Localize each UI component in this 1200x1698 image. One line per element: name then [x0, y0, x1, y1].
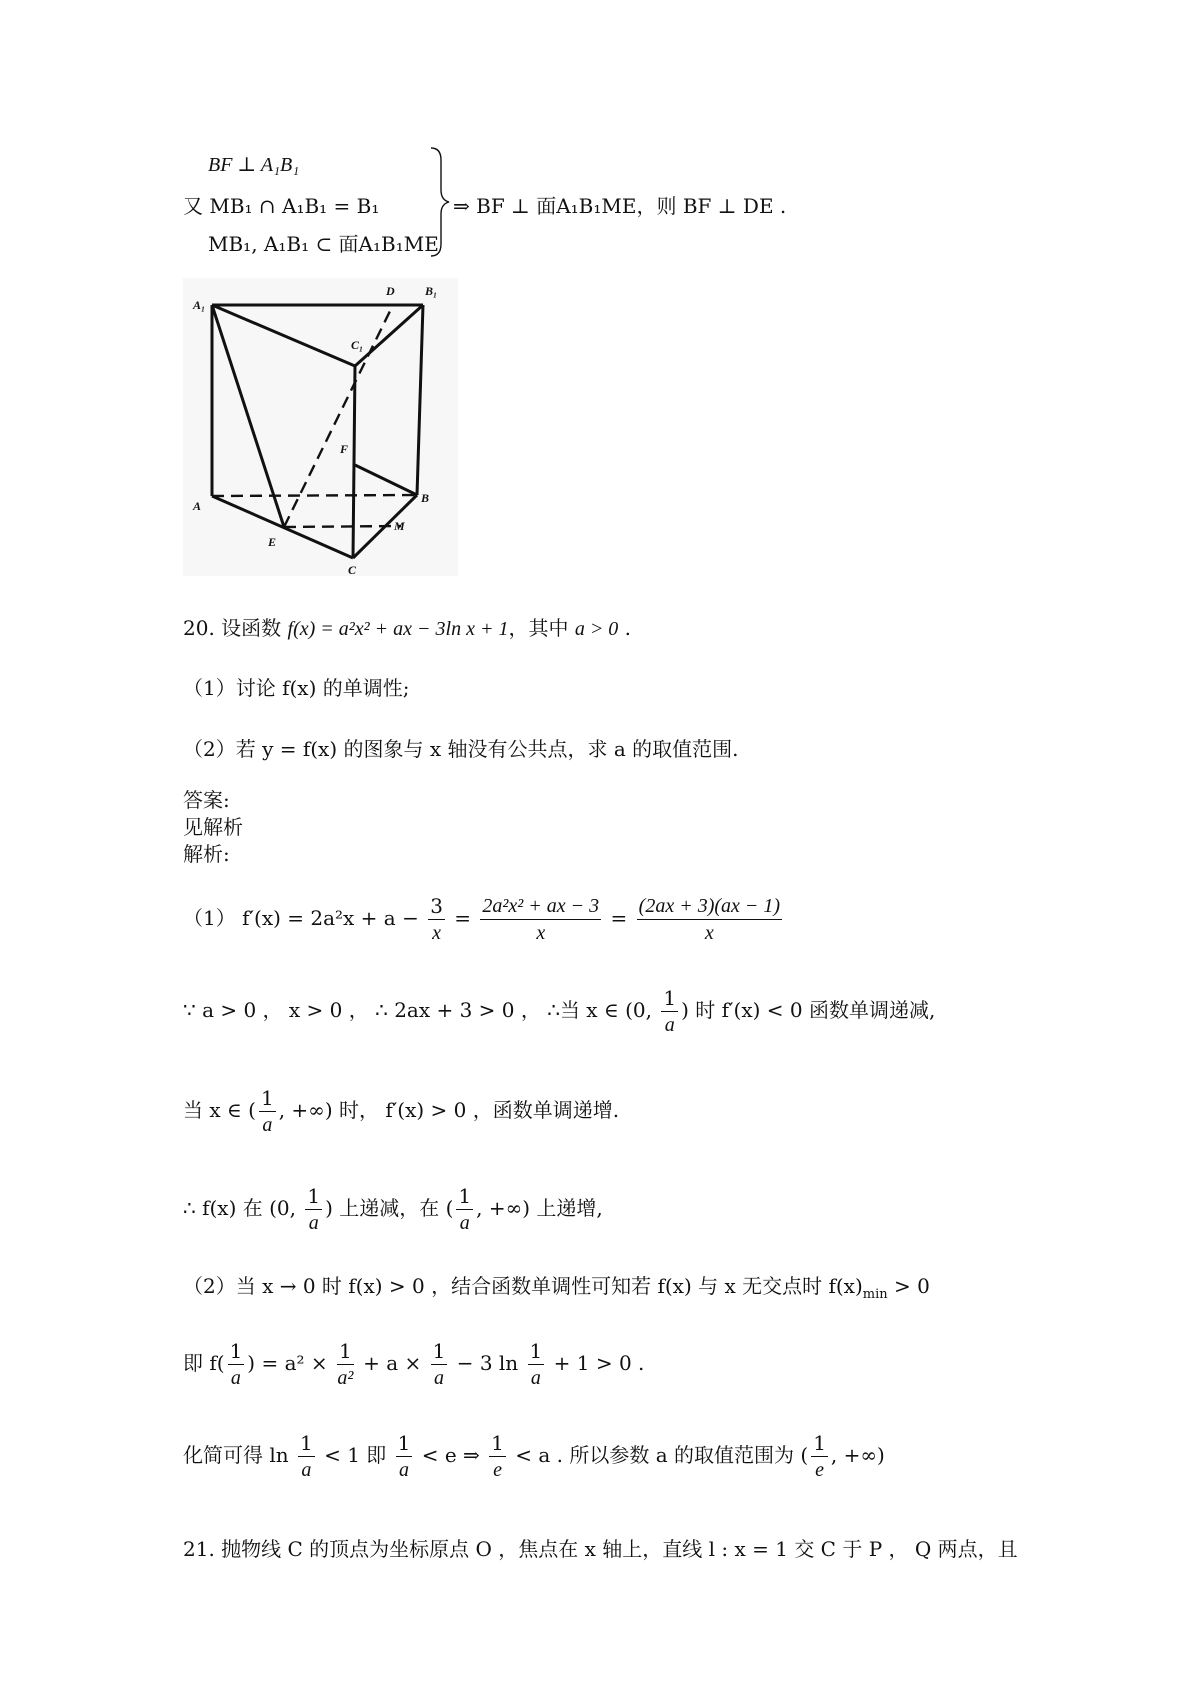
label-e: E	[268, 535, 277, 549]
q21-stem: 21. 抛物线 C 的顶点为坐标原点 O ，焦点在 x 轴上，直线 l : x = 1 交 C 于 P ， Q 两点，且	[183, 1537, 1018, 1561]
prism-diagram	[183, 278, 458, 576]
answer-value: 见解析	[183, 815, 243, 839]
q20-part-1: （1）讨论 f(x) 的单调性;	[183, 676, 410, 700]
frac-expanded: $\frac{\text{2a²x² + ax − 3}}{x}$	[482, 895, 600, 944]
sol4-end: , +∞) 上递增,	[476, 1196, 603, 1220]
prism-figure	[183, 278, 458, 576]
equals-1: =	[454, 906, 472, 930]
label-a: A	[193, 499, 202, 513]
sol7-b: < 1 即	[317, 1443, 393, 1467]
sol6-c: + a ×	[356, 1351, 428, 1375]
proof-row-3: MB₁, A₁B₁ ⊂ 面A₁B₁ME	[208, 232, 439, 256]
q20-part-2: （2）若 y = f(x) 的图象与 x 轴没有公共点，求 a 的取值范围.	[183, 737, 739, 761]
sol6-end: + 1 > 0 .	[547, 1351, 645, 1375]
frac-1-over-a: $\frac{1}{a}$	[260, 1086, 274, 1136]
frac-1-over-e: $\frac{1}{e}$	[491, 1431, 504, 1481]
frac-1-over-a: $\frac{1}{a}$	[529, 1339, 543, 1389]
sol-line-2	[183, 985, 935, 1038]
frac-factored: $\frac{(2ax + 3)(ax - 1)}{x}$	[638, 895, 781, 944]
label-f: F	[340, 442, 349, 456]
sol-line-4	[183, 1183, 603, 1236]
analysis-label: 解析:	[183, 842, 230, 866]
sol7-end: , +∞)	[830, 1443, 885, 1467]
q20-number: 20. 设函数	[183, 616, 288, 640]
sol4-mid: ) 上递减，在 (	[325, 1196, 454, 1220]
answer-label: 答案:	[183, 788, 230, 812]
sol4-start: ∴ f(x) 在 (0,	[183, 1196, 303, 1220]
sol5-text: （2）当 x → 0 时 f(x) > 0 ，结合函数单调性可知若 f(x) 与 x 无交点时 f(x)	[183, 1274, 863, 1298]
frac-1-over-a: $\frac{1}{a}$	[663, 986, 677, 1036]
sol7-d: < a . 所以参数 a 的取值范围为 (	[508, 1443, 809, 1467]
proof-row-2: 又 MB₁ ∩ A₁B₁ = B₁	[183, 194, 380, 218]
sol-line-5	[183, 1270, 930, 1302]
right-brace	[429, 146, 451, 258]
label-m: M	[394, 519, 405, 533]
frac-1-over-a: $\frac{1}{a}$	[432, 1339, 446, 1389]
sol6-start: 即 f(	[183, 1351, 225, 1375]
frac-3-over-x: $\frac{3}{x}$	[430, 894, 443, 944]
q20-condition: a > 0	[574, 618, 619, 640]
min-subscript: min	[862, 1287, 888, 1302]
q20-period: .	[618, 616, 632, 640]
sol6-b: ) = a² ×	[247, 1351, 334, 1375]
proof-conclusion: ⇒ BF ⊥ 面A₁B₁ME，则 BF ⊥ DE .	[453, 194, 787, 218]
sol-line-3	[183, 1085, 619, 1138]
sol7-start: 化简可得 ln	[183, 1443, 295, 1467]
sol5-end: > 0	[887, 1274, 930, 1298]
sol1-start: （1） f′(x) = 2a²x + a −	[183, 906, 426, 930]
label-a1: A₁	[193, 298, 206, 312]
label-c1: C₁	[351, 338, 364, 352]
frac-1-over-a: $\frac{1}{a}$	[307, 1184, 321, 1234]
q20-where: ，其中	[508, 616, 575, 640]
sol2-start: ∵ a > 0 ， x > 0 ， ∴ 2ax + 3 > 0 ， ∴当 x ∈ (0,	[183, 998, 659, 1022]
frac-1-over-a: $\frac{1}{a}$	[300, 1431, 313, 1481]
q20-stem	[183, 612, 631, 641]
equals-2: =	[610, 906, 628, 930]
label-d: D	[386, 284, 395, 298]
sol-line-1	[183, 893, 785, 946]
frac-1-over-a: $\frac{1}{a}$	[397, 1431, 411, 1481]
sol-line-7	[183, 1430, 885, 1483]
frac-1-over-a2: $\frac{1}{\text{a²}}$	[337, 1339, 354, 1389]
label-b: B	[421, 491, 430, 505]
frac-1-over-e: $\frac{1}{e}$	[813, 1431, 826, 1481]
proof-row-1: BF ⊥ A₁B₁	[208, 154, 300, 176]
sol7-c: < e ⇒	[415, 1443, 487, 1467]
sol2-end: ) 时 f′(x) < 0 函数单调递减,	[681, 998, 936, 1022]
frac-1-over-a: $\frac{1}{a}$	[229, 1339, 243, 1389]
sol3-end: , +∞) 时， f′(x) > 0 ，函数单调递增.	[278, 1098, 620, 1122]
label-b1: B₁	[425, 284, 438, 298]
sol3-start: 当 x ∈ (	[183, 1098, 256, 1122]
frac-1-over-a: $\frac{1}{a}$	[458, 1184, 472, 1234]
sol6-d: − 3 ln	[450, 1351, 525, 1375]
sol-line-6	[183, 1338, 644, 1391]
q20-function: f(x) = a²x² + ax − 3ln x + 1	[287, 618, 509, 640]
label-c: C	[348, 563, 357, 576]
